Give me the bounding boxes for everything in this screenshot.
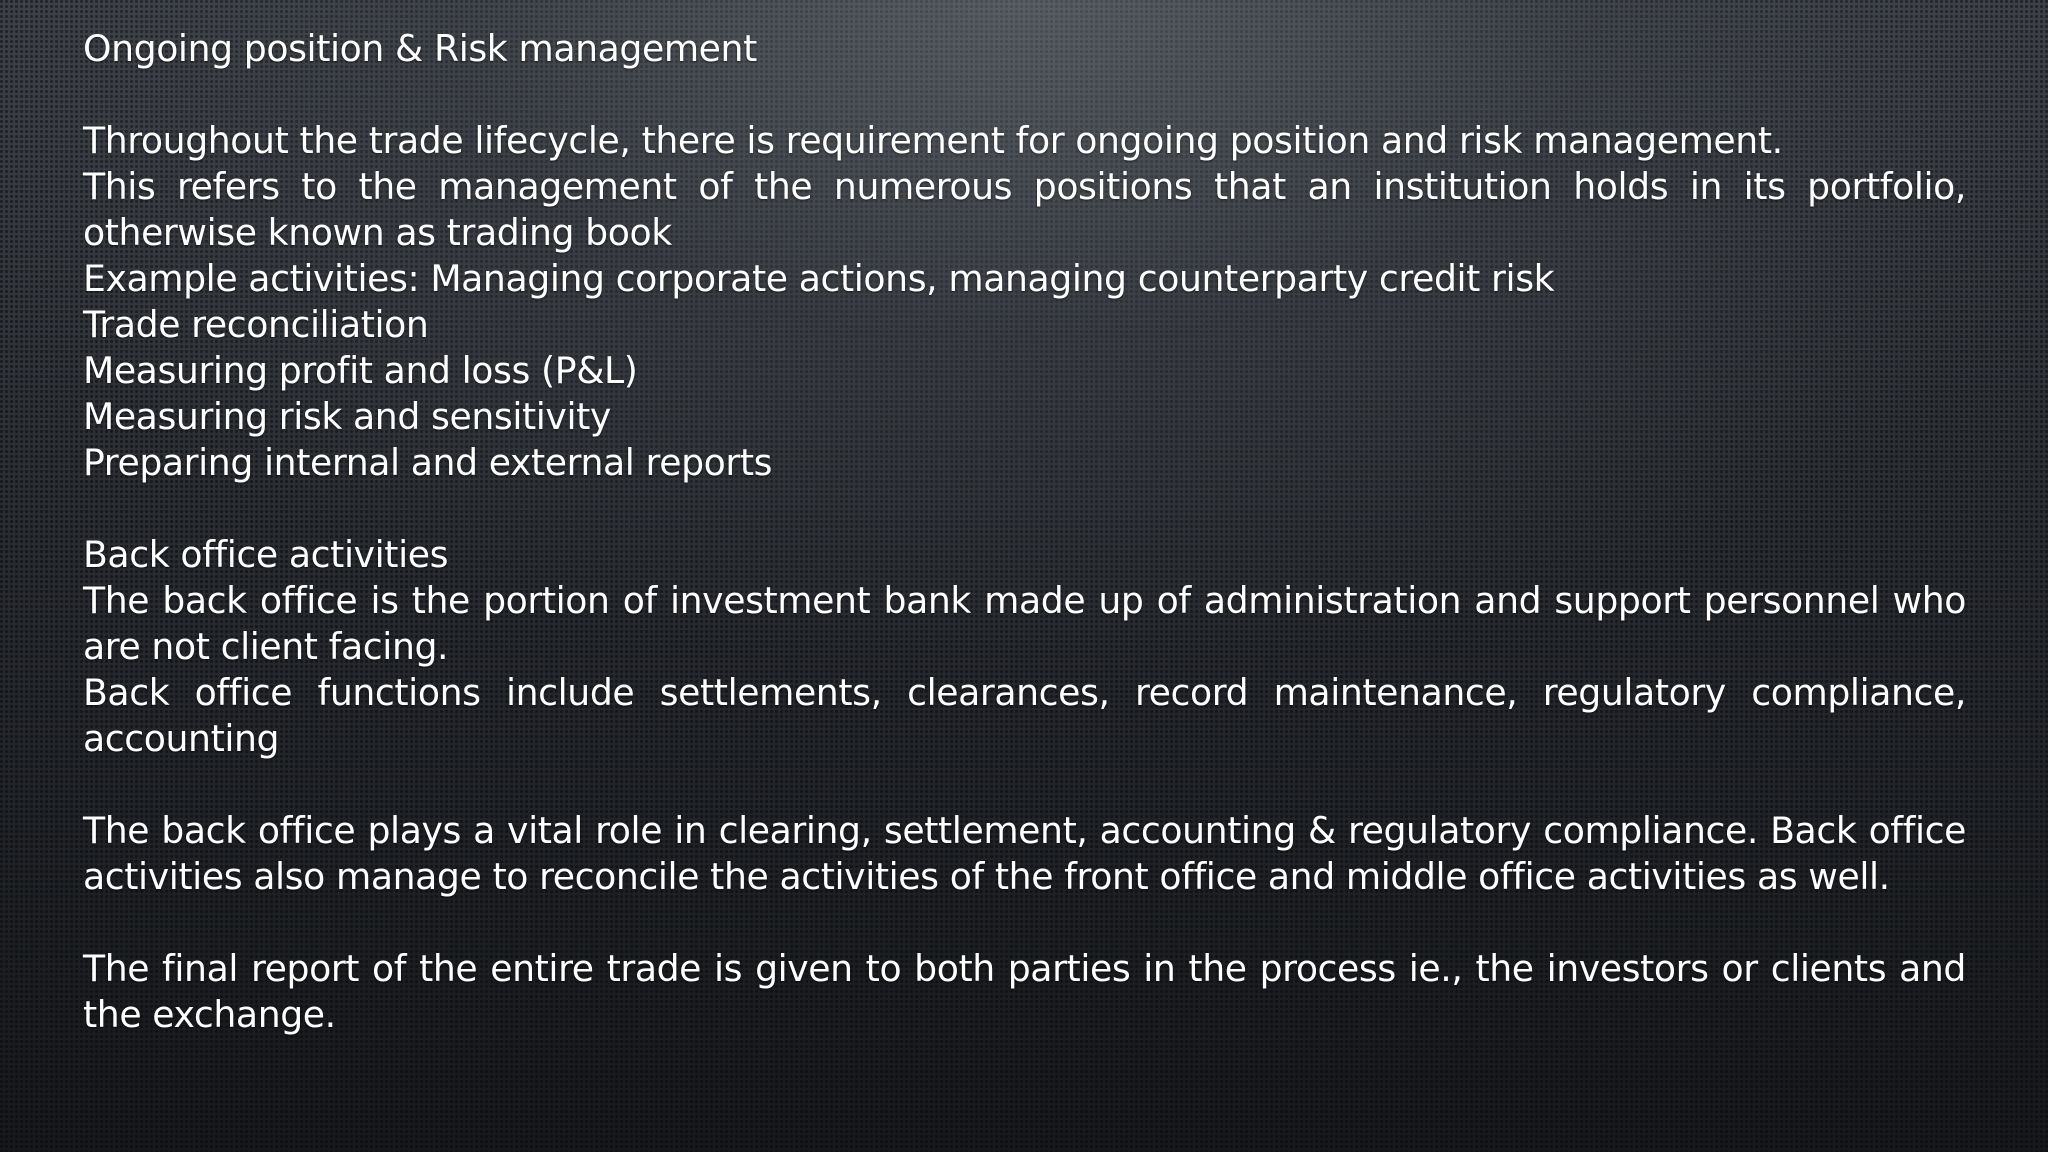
body-line: Back office functions include settlements, clearances, record maintenance, regulatory compliance, accounting	[83, 671, 1966, 760]
paragraph-gap	[83, 900, 1966, 946]
body-line: Measuring profit and loss (P&L)	[83, 349, 638, 392]
body-line: Measuring risk and sensitivity	[83, 395, 611, 438]
body-line: The back office is the portion of investment bank made up of administration and support personnel who are not client facing.	[83, 579, 1966, 668]
paragraph-gap	[83, 762, 1966, 808]
slide-body	[83, 26, 1966, 1038]
body-line: Preparing internal and external reports	[83, 441, 773, 484]
body-paragraph: The final report of the entire trade is given to both parties in the process ie., the investors or clients and the exchange.	[83, 947, 1966, 1036]
body-line: This refers to the management of the numerous positions that an institution holds in its portfolio, otherwise known as trading book	[83, 165, 1966, 254]
body-line: Trade reconciliation	[83, 303, 429, 346]
paragraph-gap	[83, 486, 1966, 532]
body-line: Example activities: Managing corporate actions, managing counterparty credit risk	[83, 257, 1555, 300]
section-heading-position-risk: Ongoing position & Risk management	[83, 27, 757, 70]
body-line: Throughout the trade lifecycle, there is requirement for ongoing position and risk management.	[83, 119, 1783, 162]
body-paragraph: The back office plays a vital role in clearing, settlement, accounting & regulatory compliance. Back office activities also manage to reconcile the activities of the front office and middle office activities as well.	[83, 809, 1966, 898]
paragraph-gap	[83, 72, 1966, 118]
section-heading-back-office: Back office activities	[83, 533, 449, 576]
